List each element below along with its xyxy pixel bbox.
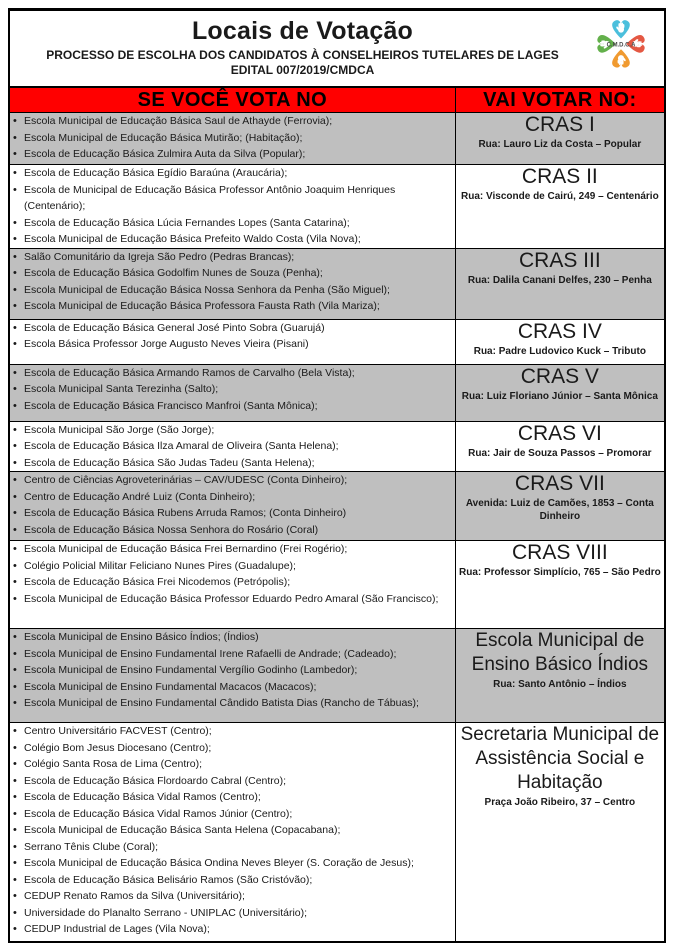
school-item: • Escola Municipal de Ensino Fundamental Vergílio Godinho (Lambedor);: [10, 662, 455, 679]
school-item: • Centro Universitário FACVEST (Centro);: [10, 723, 455, 740]
table-row: [9, 629, 665, 723]
school-item: • Colégio Bom Jesus Diocesano (Centro);: [10, 740, 455, 757]
school-item: • Escola Municipal de Educação Básica Nossa Senhora da Penha (São Miguel);: [10, 282, 455, 299]
document-header: [8, 8, 666, 86]
logo-petal-bottom: [612, 49, 630, 67]
school-item: • Colégio Policial Militar Feliciano Nunes Pires (Guadalupe);: [10, 558, 455, 575]
school-item: • Escola Municipal de Educação Básica Professor Eduardo Pedro Amaral (São Francisco);: [10, 591, 455, 608]
school-item: • Escola Municipal de Educação Básica Santa Helena (Copacabana);: [10, 822, 455, 839]
school-item: • Escola de Educação Básica Rubens Arruda Ramos; (Conta Dinheiro): [10, 505, 455, 522]
destination-cell: [455, 421, 665, 472]
table-row: [9, 364, 665, 421]
school-item: • Centro de Ciências Agroveterinárias – CAV/UDESC (Conta Dinheiro);: [10, 472, 455, 489]
destination-address: Rua: Visconde de Cairú, 249 – Centenário: [461, 191, 659, 202]
schools-cell: [9, 364, 455, 421]
column-header-will-vote: VAI VOTAR NO:: [455, 87, 665, 113]
school-list: [10, 365, 455, 415]
school-list: [10, 165, 455, 248]
school-list: [10, 723, 455, 938]
school-item: • CEDUP Renato Ramos da Silva (Universitário);: [10, 888, 455, 905]
destination-title: CRAS I: [524, 113, 595, 136]
school-item: • Escola de Educação Básica Nossa Senhora do Rosário (Coral): [10, 522, 455, 539]
schools-cell: [9, 421, 455, 472]
school-item: • Escola de Educação Básica Armando Ramos de Carvalho (Bela Vista);: [10, 365, 455, 382]
school-item: • Escola Municipal de Ensino Básico Índios; (Índios): [10, 629, 455, 646]
school-list: [10, 249, 455, 315]
destination-address: Rua: Luiz Floriano Júnior – Santa Mônica: [461, 390, 658, 402]
schools-cell: [9, 319, 455, 364]
school-item: • Escola de Educação Básica Egídio Baraúna (Araucária);: [10, 165, 455, 182]
destination-cell: [455, 248, 665, 319]
table-row: [9, 319, 665, 364]
school-item: • Escola de Educação Básica Lúcia Fernandes Lopes (Santa Catarina);: [10, 215, 455, 232]
school-list: [10, 629, 455, 712]
school-item: • Escola Municipal de Educação Básica Mutirão; (Habitação);: [10, 130, 455, 147]
table-row: [9, 723, 665, 942]
voting-table-header: [9, 87, 665, 113]
schools-cell: [9, 723, 455, 942]
school-item: • Escola de Educação Básica São Judas Tadeu (Santa Helena);: [10, 455, 455, 472]
table-row: [9, 472, 665, 541]
school-item: • CEDUP Industrial de Lages (Vila Nova);: [10, 921, 455, 938]
school-item: • Escola de Educação Básica Frei Nicodemos (Petrópolis);: [10, 574, 455, 591]
school-item: • Escola de Educação Básica Belisário Ramos (São Cristóvão);: [10, 872, 455, 889]
school-item: • Serrano Tênis Clube (Coral);: [10, 839, 455, 856]
destination-cell: [455, 319, 665, 364]
edital-number: EDITAL 007/2019/CMDCA: [230, 63, 375, 77]
school-item: • Escola de Educação Básica Vidal Ramos Júnior (Centro);: [10, 806, 455, 823]
destination-title: CRAS II: [521, 165, 598, 188]
school-item: • Escola Municipal de Ensino Fundamental Macacos (Macacos);: [10, 679, 455, 696]
destination-title: CRAS VI: [517, 421, 602, 445]
school-item: • Salão Comunitário da Igreja São Pedro (Pedras Brancas);: [10, 249, 455, 266]
school-list: [10, 472, 455, 538]
school-item: • Escola Municipal de Ensino Fundamental Irene Rafaelli de Andrade; (Cadeado);: [10, 646, 455, 663]
school-list: [10, 541, 455, 607]
destination-address: Rua: Lauro Liz da Costa – Popular: [478, 139, 642, 150]
school-item: • Escola de Educação Básica Vidal Ramos (Centro);: [10, 789, 455, 806]
school-item: • Escola Básica Professor Jorge Augusto Neves Vieira (Pisani): [10, 336, 455, 353]
school-item: • Escola Municipal de Educação Básica Prefeito Waldo Costa (Vila Nova);: [10, 231, 455, 248]
school-item: • Escola de Educação Básica Francisco Manfroi (Santa Mônica);: [10, 398, 455, 415]
schools-cell: [9, 113, 455, 165]
destination-cell: [455, 165, 665, 249]
destination-title: CRAS III: [519, 248, 601, 272]
table-row: [9, 165, 665, 249]
school-item: • Escola de Educação Básica Ilza Amaral de Oliveira (Santa Helena);: [10, 438, 455, 455]
destination-cell: [455, 364, 665, 421]
destination-address: Rua: Professor Simplício, 765 – São Pedro: [458, 567, 661, 578]
logo-petal-top: [612, 20, 630, 38]
school-item: • Escola de Educação Básica Godolfim Nunes de Souza (Penha);: [10, 265, 455, 282]
page-subtitle: PROCESSO DE ESCOLHA DOS CANDIDATOS À CONSELHEIROS TUTELARES DE LAGES: [46, 48, 559, 62]
schools-cell: [9, 472, 455, 541]
school-item: • Escola de Educação Básica Zulmira Auta da Silva (Popular);: [10, 146, 455, 163]
school-item: • Escola Municipal de Educação Básica Ondina Neves Bleyer (S. Coração de Jesus);: [10, 855, 455, 872]
school-list: [10, 422, 455, 472]
school-item: • Escola Municipal de Educação Básica Professora Fausta Rath (Vila Mariza);: [10, 298, 455, 315]
destination-address: Rua: Padre Ludovico Kuck – Tributo: [473, 345, 646, 357]
destination-cell: [455, 723, 665, 942]
page-title: Locais de Votação: [191, 17, 414, 45]
destination-address: Rua: Dalila Canani Delfes, 230 – Penha: [467, 274, 652, 286]
destination-title: CRAS IV: [517, 319, 602, 343]
school-item: • Escola Municipal de Educação Básica Saul de Athayde (Ferrovia);: [10, 113, 455, 130]
cmdca-logo-icon: [588, 14, 654, 78]
destination-cell: [455, 113, 665, 165]
destination-address: Rua: Santo Antônio – Índios: [493, 679, 627, 690]
destination-title: CRAS VII: [514, 472, 605, 495]
school-item: • Escola de Municipal de Educação Básica Professor Antônio Joaquim Henriques (Centenário);: [10, 182, 455, 215]
destination-address: Rua: Jair de Souza Passos – Promorar: [468, 447, 652, 459]
column-header-vote-in: SE VOCÊ VOTA NO: [9, 87, 455, 113]
school-item: • Colégio Santa Rosa de Lima (Centro);: [10, 756, 455, 773]
voting-locations-table: [8, 86, 666, 943]
header-text-block: [10, 11, 595, 78]
schools-cell: [9, 629, 455, 723]
schools-cell: [9, 165, 455, 249]
table-row: [9, 421, 665, 472]
school-item: • Escola de Educação Básica Flordoardo Cabral (Centro);: [10, 773, 455, 790]
school-item: • Escola Municipal de Ensino Fundamental Cândido Batista Dias (Rancho de Tábuas);: [10, 695, 455, 712]
destination-title: Escola Municipal de Ensino Básico Índios: [471, 630, 649, 675]
school-item: • Escola de Educação Básica General José Pinto Sobra (Guarujá): [10, 320, 455, 337]
destination-title: CRAS VIII: [512, 541, 608, 564]
destination-cell: [455, 472, 665, 541]
voting-table-body: [9, 113, 665, 942]
schools-cell: [9, 248, 455, 319]
school-item: • Escola Municipal de Educação Básica Frei Bernardino (Frei Rogério);: [10, 541, 455, 558]
school-item: • Escola Municipal São Jorge (São Jorge);: [10, 422, 455, 439]
school-item: • Universidade do Planalto Serrano - UNIPLAC (Universitário);: [10, 905, 455, 922]
table-row: [9, 541, 665, 629]
school-item: • Escola Municipal Santa Terezinha (Salto);: [10, 381, 455, 398]
table-row: [9, 248, 665, 319]
logo-text: C.M.D.C.A: [606, 42, 636, 49]
schools-cell: [9, 541, 455, 629]
destination-address: Praça João Ribeiro, 37 – Centro: [484, 797, 636, 808]
destination-title: Secretaria Municipal de Assistência Social e Habitação: [460, 724, 660, 793]
destination-cell: [455, 541, 665, 629]
school-item: • Centro de Educação André Luiz (Conta Dinheiro);: [10, 489, 455, 506]
table-row: [9, 113, 665, 165]
school-list: [10, 320, 455, 353]
destination-title: CRAS V: [520, 364, 599, 388]
destination-address: Avenida: Luiz de Camões, 1853 – Conta Dinheiro: [465, 498, 654, 522]
school-list: [10, 113, 455, 163]
destination-cell: [455, 629, 665, 723]
